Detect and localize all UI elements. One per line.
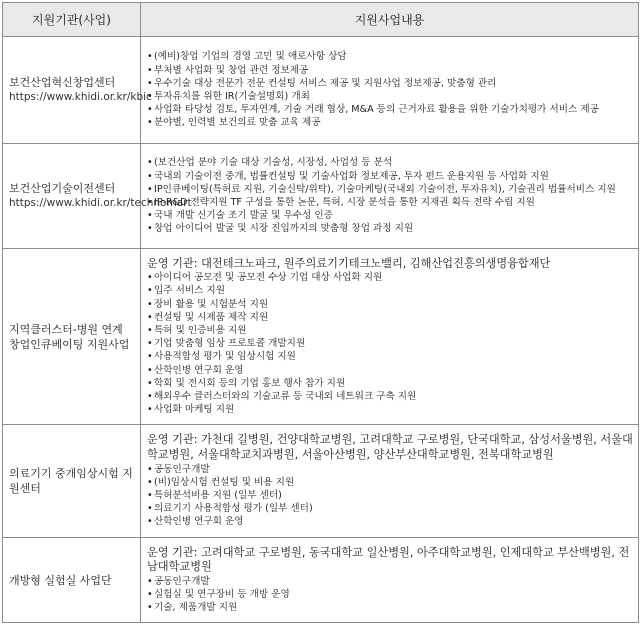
list-item: • 입주 서비스 지원 — [147, 284, 634, 297]
organization-cell — [3, 425, 141, 538]
operating-institutions: 운영 기관: 가천대 길병원, 건양대학교병원, 고려대학교 구로병원, 단국대학교, 삼성서울병원, 서울대학교병원, 서울대학교치과병원, 서울아산병원, 양산부산대학교병원, 전북대학교병원 — [147, 433, 633, 461]
organization-cell — [3, 538, 141, 623]
list-item: • 특허 및 인증비용 지원 — [147, 324, 634, 337]
list-item: • 우수기술 대상 전문가 전문 컨설팅 서비스 제공 및 지원사업 정보제공, 맞춤형 관리 — [147, 77, 634, 90]
list-item: • 해외우수 클러스터와의 기술교류 등 국내외 네트워크 구축 지원 — [147, 390, 634, 403]
operating-institutions: 운영 기관: 고려대학교 구로병원, 동국대학교 일산병원, 아주대학교병원, 인제대학교 부산백병원, 전남대학교병원 — [147, 545, 630, 574]
support-program-table — [2, 2, 639, 623]
organization-name: 지역클러스터-병원 연계 창업인큐베이팅 지원사업 — [9, 322, 130, 351]
header-content: 지원사업내용 — [141, 3, 639, 37]
support-list — [147, 271, 634, 416]
list-item: • 실험실 및 연구장비 등 개방 운영 — [147, 588, 634, 601]
content-cell — [141, 249, 639, 425]
content-cell — [141, 538, 639, 623]
list-item: • 부처별 사업화 및 창업 관련 정보제공 — [147, 64, 634, 77]
list-item: • 공동인구개발 — [147, 575, 634, 588]
table-header-row — [3, 3, 639, 37]
list-item: • (보건산업 분야 기술 대상 기술성, 시장성, 사업성 등 분석 — [147, 156, 634, 169]
table-row — [3, 425, 639, 538]
table-row — [3, 144, 639, 249]
list-item: • (예비)창업 기업의 경영 고민 및 애로사항 상담 — [147, 50, 634, 63]
list-item: • 산학인병 연구회 운영 — [147, 515, 634, 528]
list-item: • 공동인구개발 — [147, 463, 634, 476]
list-item: • 투자유치를 위한 IR(기술설명회) 개최 — [147, 90, 634, 103]
list-item: • 국내외 기술이전 중개, 법률컨설팅 및 기술사업화 정보제공, 투자 펀드 운용지원 등 사업화 지원 — [147, 170, 634, 183]
list-item: • 특허분석비용 지원 (일부 센터) — [147, 489, 634, 502]
list-item: • 아이디어 공모전 및 공모전 수상 기업 대상 사업화 지원 — [147, 271, 634, 284]
list-item: • 기술, 제품개발 지원 — [147, 601, 634, 614]
organization-url: https://www.khidi.or.kr/kbic — [9, 91, 152, 103]
content-cell — [141, 425, 639, 538]
table-row — [3, 538, 639, 623]
list-item: • IP인큐베이팅(특허료 지원, 기술신탁/위탁), 기술마케팅(국내외 기술이전, 투자유치), 기술권리 법률서비스 지원 — [147, 183, 634, 196]
list-item: • 학회 및 전시회 등의 기업 홍보 행사 참가 지원 — [147, 377, 634, 390]
list-item: • (비)임상시험 컨설팅 및 비용 지원 — [147, 476, 634, 489]
organization-cell — [3, 37, 152, 144]
organization-name: 개방형 실험실 사업단 — [9, 573, 112, 587]
list-item: • 사업화 마케팅 지원 — [147, 403, 634, 416]
organization-cell — [3, 144, 192, 249]
organization-cell — [3, 249, 141, 425]
header-organization: 지원기관(사업) — [3, 3, 141, 37]
list-item: • 분야별, 인력별 보건의료 맞춤 교육 제공 — [147, 116, 634, 129]
support-program-table-container — [2, 2, 638, 622]
table-row — [3, 37, 639, 144]
support-list — [147, 50, 634, 129]
organization-url: https://www.khidi.or.kr/technomart — [9, 197, 192, 209]
table-row — [3, 249, 639, 425]
list-item: • 사용적합성 평가 및 임상시험 지원 — [147, 350, 634, 363]
list-item: • 장비 활용 및 시험분석 지원 — [147, 298, 634, 311]
content-cell — [141, 37, 639, 144]
list-item: • 사업화 타당성 검토, 투자연계, 기술 거래 협상, M&A 등의 근거자료 활용을 위한 기술가치평가 서비스 제공 — [147, 103, 634, 116]
list-item: • IP-R&D 전략지원 TF 구성을 통한 논문, 특허, 시장 분석을 통한 지재권 획득 전략 수립 지원 — [147, 196, 634, 209]
organization-name: 보건산업혁신창업센터 — [9, 76, 116, 89]
list-item: • 산학인병 연구회 운영 — [147, 364, 634, 377]
support-list — [147, 575, 634, 615]
operating-institutions: 운영 기관: 대전테크노파크, 원주의료기기테크노밸리, 김해산업진흥의생명융합재단 — [147, 256, 551, 270]
organization-name: 의료기기 중개임상시험 지원센터 — [9, 467, 133, 495]
support-list — [147, 463, 634, 529]
list-item: • 창업 아이디어 발굴 및 시장 진입까지의 맞춤형 창업 과정 지원 — [147, 222, 634, 235]
list-item: • 국내 개발 신기술 조기 발굴 및 우수성 인증 — [147, 209, 634, 222]
list-item: • 의료기기 사용적합성 평가 (일부 센터) — [147, 502, 634, 515]
support-list — [147, 156, 634, 235]
list-item: • 컨설팅 및 시제품 제작 지원 — [147, 311, 634, 324]
list-item: • 기업 맞춤형 임상 프로토콜 개발지원 — [147, 337, 634, 350]
organization-name: 보건산업기술이전센터 — [9, 182, 116, 195]
content-cell — [141, 144, 639, 249]
